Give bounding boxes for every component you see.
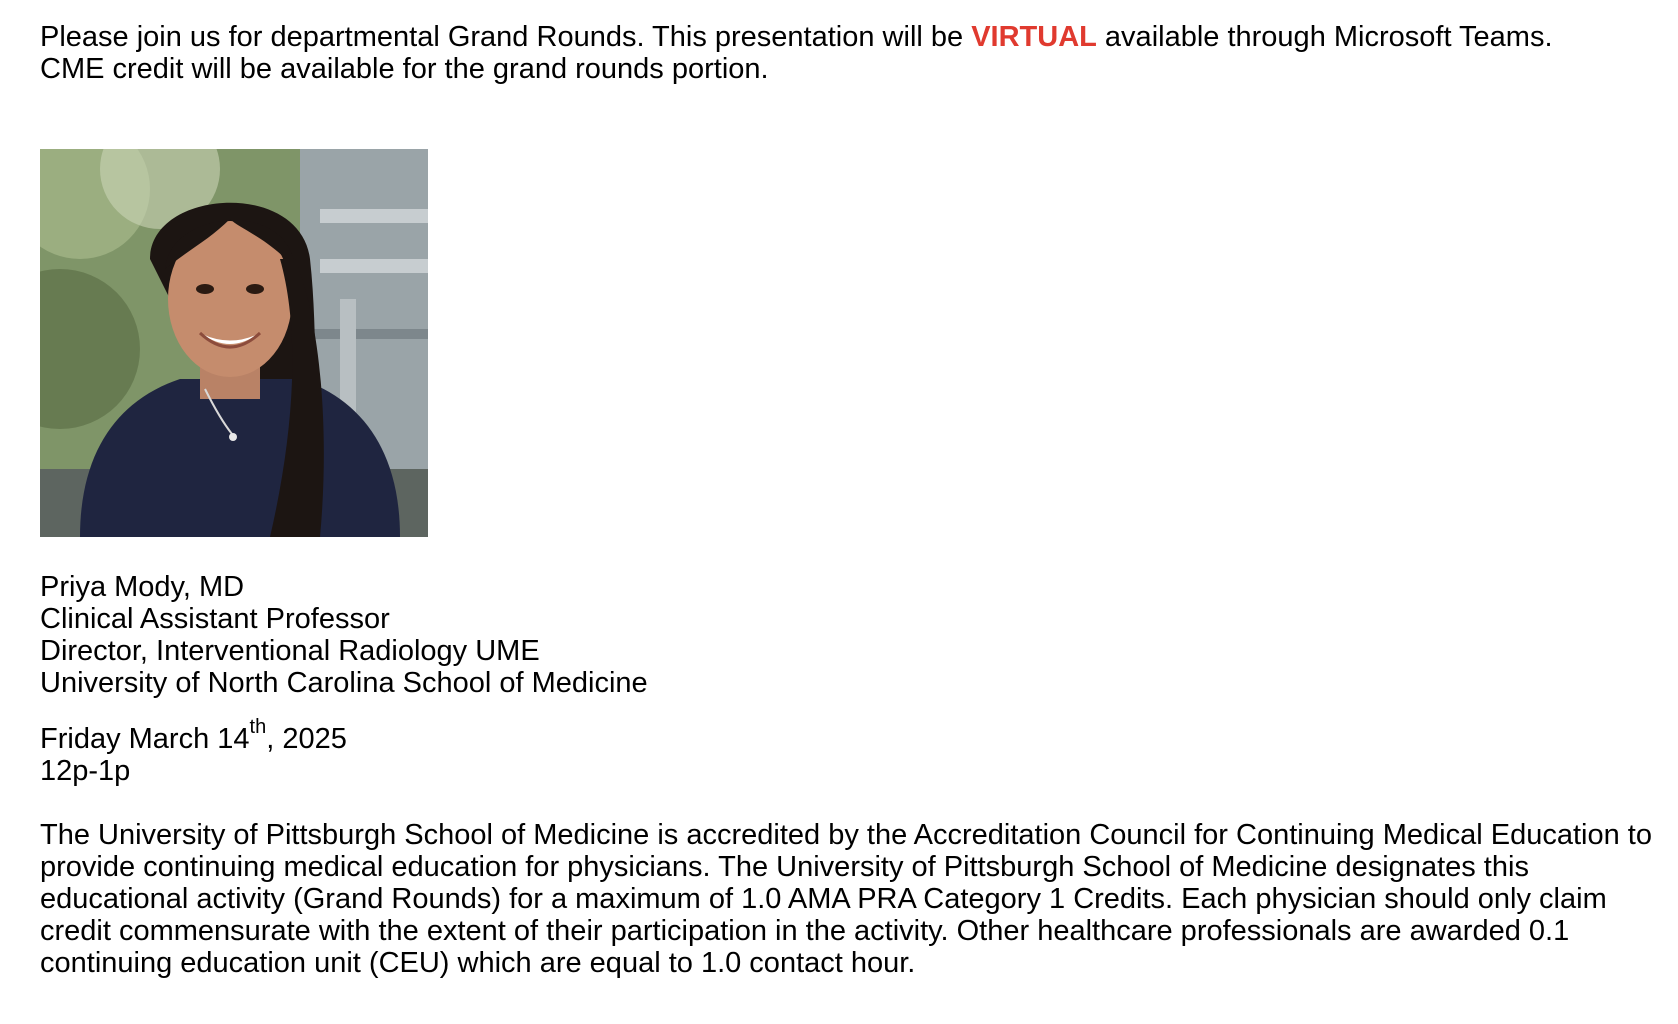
- speaker-name: Priya Mody, MD: [40, 571, 245, 603]
- event-time: 12p-1p: [40, 755, 131, 787]
- announcement-body: [40, 21, 1660, 979]
- event-date: [40, 716, 1660, 755]
- event-date-prefix: Friday March 14: [40, 723, 250, 755]
- speaker-role: Director, Interventional Radiology UME: [40, 635, 540, 667]
- speaker-portrait-illustration: [40, 149, 428, 537]
- intro-line-1: [40, 21, 1660, 53]
- speaker-details: [40, 571, 1660, 699]
- event-date-ordinal: th: [249, 716, 267, 739]
- speaker-title: Clinical Assistant Professor: [40, 603, 390, 635]
- virtual-highlight: VIRTUAL: [971, 21, 1097, 53]
- intro-line-2: CME credit will be available for the grand rounds portion.: [40, 53, 769, 85]
- event-datetime: [40, 716, 1660, 787]
- accreditation-statement: The University of Pittsburgh School of Medicine is accredited by the Accreditation Council for Continuing Medical Education to provide continuing medical education for physicians. The University of Pittsburgh School of Medicine designates this educational activity (Grand Rounds) for a maximum of 1.0 AMA PRA Category 1 Credits. Each physician should only claim credit commensurate with the extent of their participation in the activity. Other healthcare professionals are awarded 0.1 continuing education unit (CEU) which are equal to 1.0 contact hour.: [40, 819, 1652, 979]
- event-date-year: , 2025: [266, 723, 347, 755]
- speaker-institution: University of North Carolina School of Medicine: [40, 667, 648, 699]
- speaker-photo: [40, 149, 428, 537]
- intro-text-before: Please join us for departmental Grand Rounds. This presentation will be: [40, 21, 972, 53]
- intro-text-after: available through Microsoft Teams.: [1096, 21, 1553, 53]
